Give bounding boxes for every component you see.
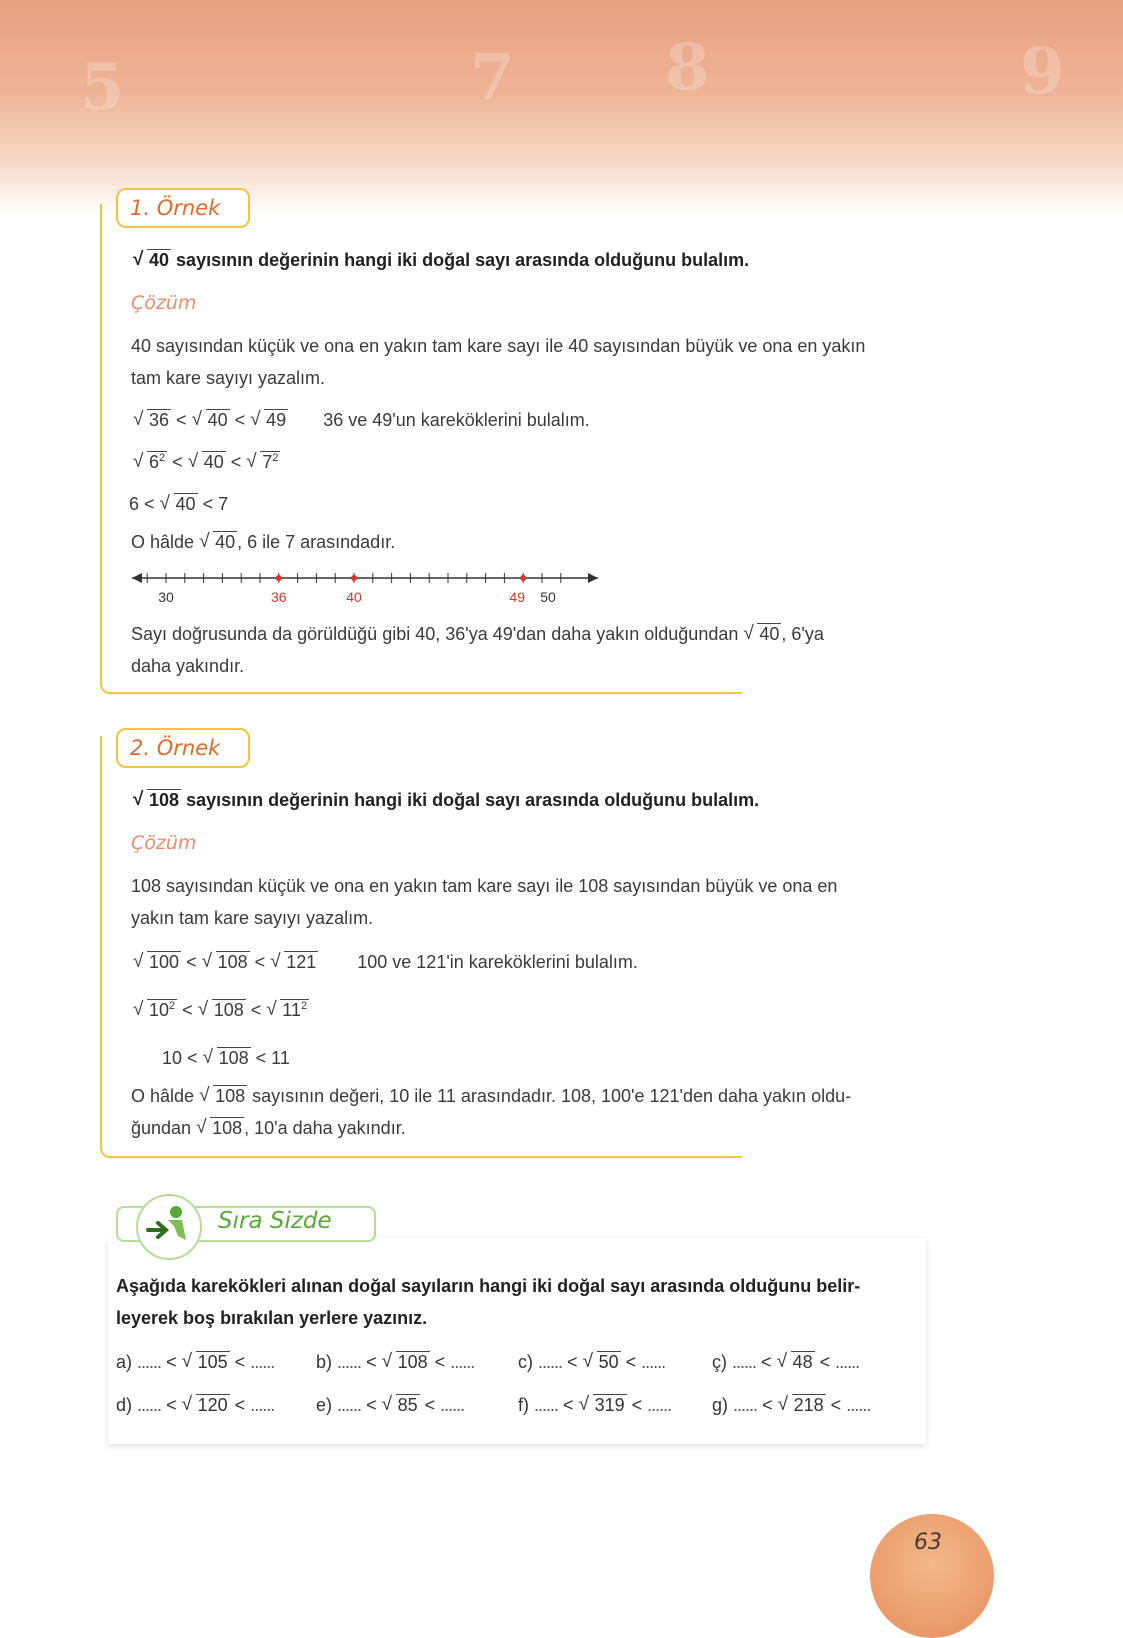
number-line-point — [276, 575, 282, 581]
example1-step2: √ $6^2$ < √ 40 < √ $7^2$ — [133, 452, 280, 473]
number-line-point — [520, 575, 526, 581]
answer-blank[interactable]: ...... — [538, 1352, 563, 1372]
decor-digit: 9 — [1020, 34, 1065, 109]
example2-paragraph-line1: 108 sayısından küçük ve ona en yakın tam kare sayı ile 108 sayısından büyük ve ona en — [131, 876, 838, 896]
answer-blank[interactable]: ...... — [450, 1352, 475, 1372]
arrowhead-icon — [588, 573, 598, 583]
example1-step3: 6 < √ 40 < 7 — [129, 494, 228, 515]
answer-blank[interactable]: ...... — [137, 1352, 162, 1372]
answer-blank[interactable]: ...... — [835, 1352, 860, 1372]
example2-paragraph-line2: yakın tam kare sayıyı yazalım. — [131, 908, 374, 928]
number-line-label: 36 — [271, 589, 287, 605]
exercise-instruction-line2: leyerek boş bırakılan yerlere yazınız. — [116, 1308, 428, 1328]
example1-final-line2: daha yakındır. — [131, 656, 245, 676]
exercise-item: c) ...... < √ 50 < ...... — [518, 1352, 665, 1373]
answer-blank[interactable]: ...... — [337, 1352, 362, 1372]
exercise-item: ç) ...... < √ 48 < ...... — [712, 1352, 859, 1373]
number-line-label: 40 — [346, 589, 362, 605]
example2-cozum-label: Çözüm — [131, 832, 197, 854]
answer-blank[interactable]: ...... — [647, 1395, 672, 1415]
header-decoration — [0, 0, 1123, 215]
answer-blank[interactable]: ...... — [641, 1352, 666, 1372]
exercise-item: e) ...... < √ 85 < ...... — [316, 1395, 464, 1416]
example2-final-line1: O hâlde √ 108 sayısının değeri, 10 ile 11 arasındadır. 108, 100'e 121'den daha yakın oldu- — [131, 1086, 851, 1107]
answer-blank[interactable]: ...... — [846, 1395, 871, 1415]
person-arrow-icon — [138, 1196, 200, 1258]
decor-digit: 5 — [80, 50, 125, 125]
arrowhead-icon — [132, 573, 142, 583]
answer-blank[interactable]: ...... — [337, 1395, 362, 1415]
number-line — [130, 566, 610, 616]
number-line-label: 30 — [158, 589, 174, 605]
example1-box — [100, 204, 742, 694]
decor-digit: 7 — [470, 40, 515, 115]
page-number: 63 — [914, 1530, 942, 1555]
exercise-instruction-line1: Aşağıda karekökleri alınan doğal sayıların hangi iki doğal sayı arasında olduğunu belir- — [116, 1276, 861, 1296]
example2-step3: 10 < √ 108 < 11 — [162, 1048, 290, 1069]
number-line-point — [351, 575, 357, 581]
example1-final-line1: Sayı doğrusunda da görüldüğü gibi 40, 36'ya 49'dan daha yakın olduğundan √ 40 , 6'ya — [131, 624, 824, 645]
example1-paragraph-line1: 40 sayısından küçük ve ona en yakın tam kare sayı ile 40 sayısından büyük ve ona en yakın — [131, 336, 866, 356]
example2-step2: √ $10^2$ < √ 108 < √ $11^2$ — [133, 1000, 309, 1021]
example1-paragraph-line2: tam kare sayıyı yazalım. — [131, 368, 326, 388]
radical-icon: √ 40 — [133, 250, 171, 271]
example1-tab: 1. Örnek — [116, 188, 250, 228]
exercise-item: f) ...... < √ 319 < ...... — [518, 1395, 671, 1416]
answer-blank[interactable]: ...... — [733, 1395, 758, 1415]
answer-blank[interactable]: ...... — [137, 1395, 162, 1415]
answer-blank[interactable]: ...... — [534, 1395, 559, 1415]
exercise-item: d) ...... < √ 120 < ...... — [116, 1395, 274, 1416]
example1-question: √ 40 sayısının değerinin hangi iki doğal sayı arasında olduğunu bulalım. — [133, 250, 749, 271]
exercise-item: a) ...... < √ 105 < ...... — [116, 1352, 274, 1373]
exercise-item: b) ...... < √ 108 < ...... — [316, 1352, 474, 1373]
example2-step1: √ 100 < √ 108 < √ 121 100 ve 121'in kareköklerini bulalım. — [133, 952, 638, 973]
decor-digit: 8 — [665, 30, 710, 105]
number-line-label: 50 — [540, 589, 556, 605]
answer-blank[interactable]: ...... — [440, 1395, 465, 1415]
number-line-label: 49 — [509, 589, 525, 605]
radical-icon: √ 108 — [133, 790, 181, 811]
example1-step4: O hâlde √ 40 , 6 ile 7 arasındadır. — [131, 532, 395, 553]
sira-sizde-icon-circle — [136, 1194, 202, 1260]
example1-cozum-label: Çözüm — [131, 292, 197, 314]
example2-tab: 2. Örnek — [116, 728, 250, 768]
answer-blank[interactable]: ...... — [250, 1352, 275, 1372]
exercise-item: g) ...... < √ 218 < ...... — [712, 1395, 870, 1416]
example2-final-line2: ğundan √ 108 , 10'a daha yakındır. — [131, 1118, 406, 1139]
example2-question: √ 108 sayısının değerinin hangi iki doğal sayı arasında olduğunu bulalım. — [133, 790, 759, 811]
answer-blank[interactable]: ...... — [732, 1352, 757, 1372]
sira-sizde-title: Sıra Sizde — [218, 1208, 332, 1234]
answer-blank[interactable]: ...... — [250, 1395, 275, 1415]
example1-step1: √ 36 < √ 40 < √ 49 36 ve 49'un kareköklerini bulalım. — [133, 410, 590, 431]
